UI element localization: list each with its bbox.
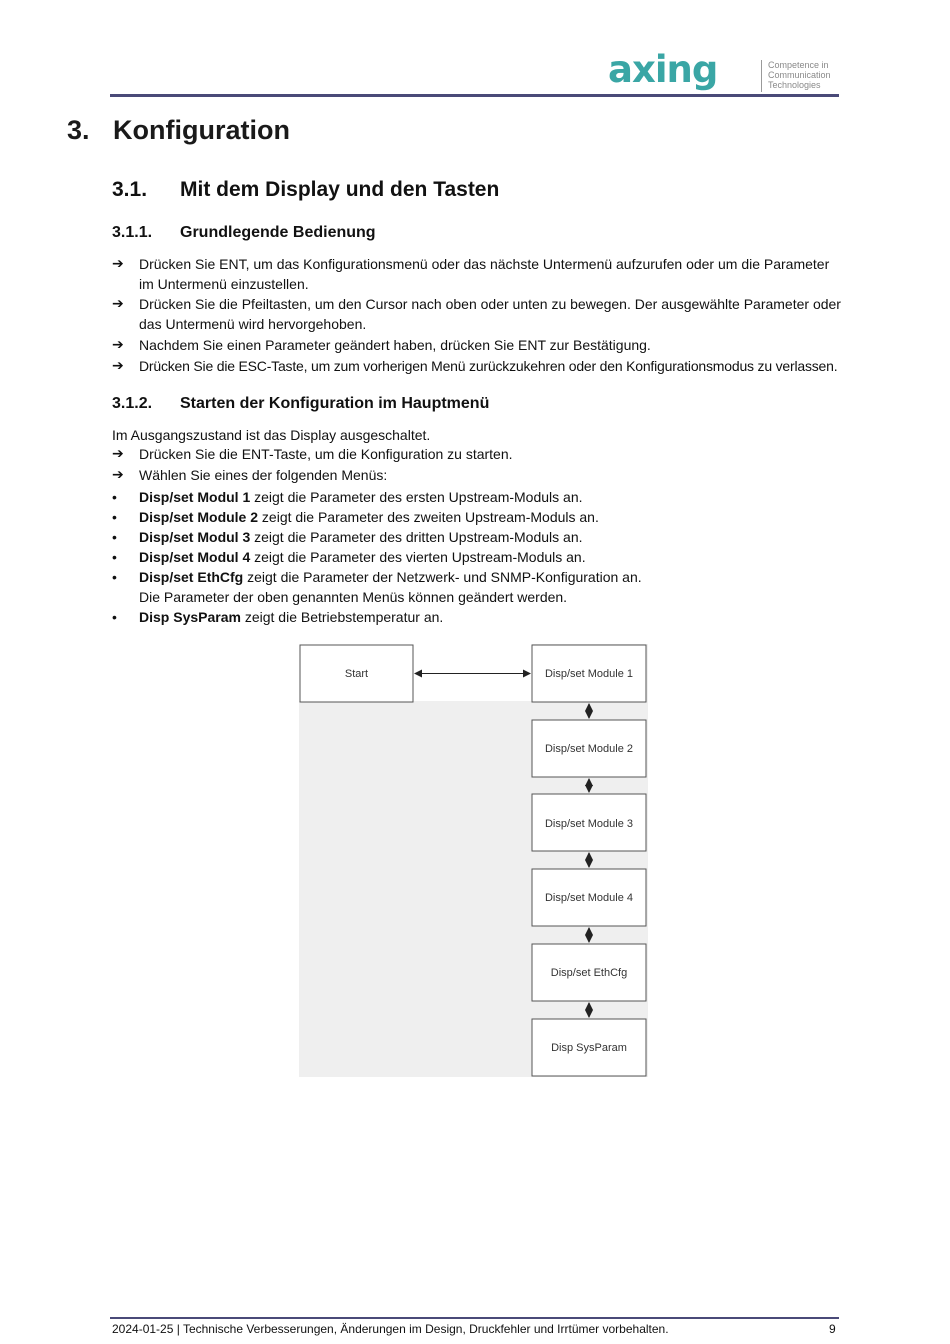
list-item: • Disp/set Module 2 zeigt die Parameter des zweiten Upstream-Moduls an. xyxy=(112,509,599,525)
axing-logo xyxy=(608,48,838,94)
section-number: 3. xyxy=(67,115,90,145)
subsection-heading xyxy=(112,178,499,202)
page-number: 9 xyxy=(829,1322,836,1336)
section-heading xyxy=(67,115,290,146)
arrow-right-icon: ➔ xyxy=(112,296,124,312)
start-box-label: Start xyxy=(344,668,369,680)
sub2-number: 3.1.2. xyxy=(112,395,153,412)
sub1-title: Grundlegende Bedienung xyxy=(180,224,376,241)
menu-note: Die Parameter der oben genannten Menüs können geändert werden. xyxy=(139,589,568,605)
list-item: • Disp/set Modul 4 zeigt die Parameter des vierten Upstream-Moduls an. xyxy=(112,549,586,565)
sub1-number: 3.1.1. xyxy=(112,224,153,241)
bullet-icon: • xyxy=(112,549,117,565)
arrow-right-icon: ➔ xyxy=(112,358,124,374)
menu-box-label: Disp/set Module 2 xyxy=(544,743,634,755)
menu-flow-diagram xyxy=(299,644,648,1077)
sub2-intro: Im Ausgangszustand ist das Display ausgeschaltet. xyxy=(112,427,431,443)
sub2-heading xyxy=(112,395,489,413)
list-item: • Disp/set Modul 1 zeigt die Parameter des ersten Upstream-Moduls an. xyxy=(112,489,583,505)
logo-wordmark: axing xyxy=(608,48,718,91)
list-item: • Disp/set EthCfg zeigt die Parameter der Netzwerk- und SNMP-Konfiguration an. Die Parameter der oben genannten Menüs können geändert werden. xyxy=(112,569,642,605)
list-item: • Disp/set Modul 3 zeigt die Parameter des dritten Upstream-Moduls an. xyxy=(112,529,583,545)
list-item: ➔ Drücken Sie die Pfeiltasten, um den Cursor nach oben oder unten zu bewegen. Der ausgewählte Parameter oder das Untermenü wird hervorgehoben. xyxy=(112,296,841,332)
bullet-icon: • xyxy=(112,489,117,505)
list-item: ➔ Wählen Sie eines der folgenden Menüs: xyxy=(112,467,388,483)
sub2-title: Starten der Konfiguration im Hauptmenü xyxy=(180,395,490,412)
bullet-icon: • xyxy=(112,609,117,625)
list-item: ➔ Drücken Sie die ENT-Taste, um die Konfiguration zu starten. xyxy=(112,446,513,462)
list-item: ➔ Nachdem Sie einen Parameter geändert haben, drücken Sie ENT zur Bestätigung. xyxy=(112,337,651,353)
subsection-number: 3.1. xyxy=(112,178,148,201)
menu-box-label: Disp/set Module 3 xyxy=(544,818,634,830)
arrow-right-icon: ➔ xyxy=(112,467,124,483)
sub1-heading xyxy=(112,224,376,242)
section-title: Konfiguration xyxy=(113,115,290,145)
arrow-right-icon: ➔ xyxy=(112,337,124,353)
bullet-icon: • xyxy=(112,529,117,545)
logo-divider xyxy=(761,60,762,92)
footer-text: 2024-01-25 | Technische Verbesserungen, Änderungen im Design, Druckfehler und Irrtümer vorbehalten. xyxy=(112,1322,669,1336)
arrow-right-icon: ➔ xyxy=(112,256,124,272)
list-item: ➔ Drücken Sie die ESC-Taste, um zum vorherigen Menü zurückzukehren oder den Konfigurationsmodus zu verlassen. xyxy=(112,358,838,374)
list-item: • Disp SysParam zeigt die Betriebstemperatur an. xyxy=(112,609,444,625)
menu-box-label: Disp/set Module 4 xyxy=(544,892,634,904)
menu-box-label: Disp/set Module 1 xyxy=(544,668,634,680)
menu-box-label: Disp/set EthCfg xyxy=(550,967,628,979)
arrow-right-icon: ➔ xyxy=(112,446,124,462)
menu-box-label: Disp SysParam xyxy=(551,1042,627,1054)
bullet-icon: • xyxy=(112,569,117,585)
list-item: ➔ Drücken Sie ENT, um das Konfigurationsmenü oder das nächste Untermenü aufzurufen oder um die Parameter im Untermenü einzustellen. xyxy=(112,256,830,292)
bullet-icon: • xyxy=(112,509,117,525)
logo-tagline: Competence in Communication Technologies xyxy=(768,60,831,90)
diagram-background xyxy=(299,644,648,1077)
header-rule xyxy=(110,94,839,97)
subsection-title: Mit dem Display und den Tasten xyxy=(180,178,500,201)
footer-rule xyxy=(110,1317,839,1319)
